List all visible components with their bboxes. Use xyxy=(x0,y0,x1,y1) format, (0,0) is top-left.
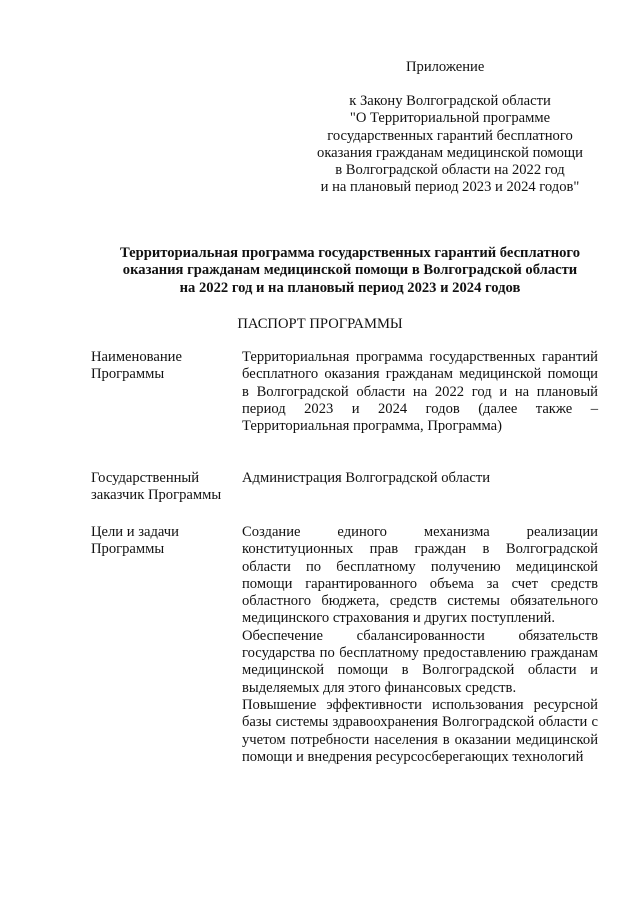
appendix-line: к Закону Волгоградской области xyxy=(349,93,551,109)
appendix-line: оказания гражданам медицинской помощи xyxy=(317,144,583,161)
row-label xyxy=(91,470,241,505)
row-label-line: Программы xyxy=(91,541,165,558)
row-value-paragraph: Администрация Волгоградской области xyxy=(242,470,491,486)
row-label xyxy=(91,349,241,384)
row-value xyxy=(242,470,598,487)
row-value xyxy=(242,349,598,435)
row-value-paragraph: Территориальная программа государственных гарантий бесплатного оказания гражданам медицинской помощи в Волгоградской области на 2022 год и на плановый период 2023 и 2024 годов (далее также – Территориальная программа, Программа) xyxy=(242,349,598,435)
row-label-line: Государственный xyxy=(91,470,200,486)
appendix-line: в Волгоградской области на 2022 год xyxy=(335,162,565,179)
appendix-line: "О Территориальной программе xyxy=(349,110,551,127)
row-label-line: Программы xyxy=(91,366,165,383)
appendix-reference xyxy=(300,93,600,197)
row-label-line: Цели и задачи xyxy=(91,524,179,540)
row-value xyxy=(242,524,598,766)
row-label-line: Наименование xyxy=(91,349,182,365)
appendix-label: Приложение xyxy=(406,59,485,75)
appendix-line: и на плановый период 2023 и 2024 годов" xyxy=(320,179,580,196)
row-label xyxy=(91,524,241,559)
row-label-line: заказчик Программы xyxy=(91,487,222,504)
document-title xyxy=(60,245,640,297)
title-line: оказания гражданам медицинской помощи в Волгоградской области xyxy=(122,262,578,279)
appendix-line: государственных гарантий бесплатного xyxy=(327,127,573,144)
title-line: на 2022 год и на плановый период 2023 и 2024 годов xyxy=(179,279,521,296)
title-line: Территориальная программа государственных гарантий бесплатного xyxy=(119,245,580,261)
row-value-paragraph: Повышение эффективности использования ресурсной базы системы здравоохранения Волгоградской области с учетом потребности населения в оказании медицинской помощи и внедрения ресурсосберегающих технологий xyxy=(242,696,598,765)
passport-heading: ПАСПОРТ ПРОГРАММЫ xyxy=(237,316,403,332)
row-value-paragraph: Создание единого механизма реализации конституционных прав граждан в Волгоградской области по бесплатному получению медицинской помощи гарантированного объема за счет средств областного бюджета, средств системы обязательного медицинского страхования и других поступлений. xyxy=(242,524,598,627)
row-value-paragraph: Обеспечение сбалансированности обязательств государства по бесплатному предоставлению гражданам медицинской помощи в Волгоградской области и выделяемых для этого финансовых средств. xyxy=(242,627,598,696)
